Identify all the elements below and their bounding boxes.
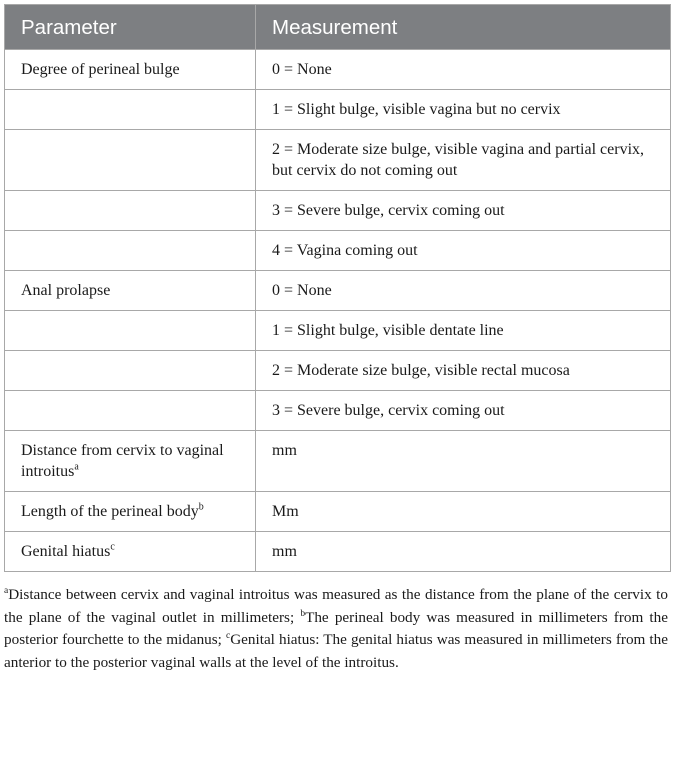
table-header	[5, 5, 671, 50]
table-row	[5, 391, 671, 431]
table-footnotes	[4, 584, 670, 674]
parameter-text: Anal prolapse	[21, 282, 111, 299]
parameter-cell	[5, 231, 256, 271]
parameter-text: Distance from cervix to vaginal introitus	[21, 442, 224, 480]
parameter-cell	[5, 532, 256, 572]
footnote-marker: b	[198, 501, 204, 513]
parameter-cell	[5, 271, 256, 311]
parameter-cell	[5, 391, 256, 431]
measurement-cell: 1 = Slight bulge, visible dentate line	[256, 311, 671, 351]
measurement-cell: 3 = Severe bulge, cervix coming out	[256, 391, 671, 431]
measurement-cell: 4 = Vagina coming out	[256, 231, 671, 271]
measurement-cell: 2 = Moderate size bulge, visible rectal mucosa	[256, 351, 671, 391]
footnote-c-mark: c	[225, 630, 231, 641]
footnote-a-text: Distance between cervix and vaginal introitus was measured as the distance from the plane of the cervix to the plane of the vaginal outlet in millimeters;	[4, 586, 668, 626]
measurement-cell: 0 = None	[256, 50, 671, 90]
footnote-marker: c	[110, 541, 115, 553]
measurement-cell: Mm	[256, 492, 671, 532]
parameter-cell	[5, 130, 256, 191]
header-measurement: Measurement	[256, 5, 671, 50]
table-row	[5, 50, 671, 90]
measurement-cell: mm	[256, 431, 671, 492]
parameter-cell	[5, 311, 256, 351]
table-row	[5, 130, 671, 191]
footnote-c-text: Genital hiatus: The genital hiatus was measured in millimeters from the anterior to the posterior vaginal walls at the level of the introitus.	[4, 631, 668, 671]
measurement-cell: 2 = Moderate size bulge, visible vagina and partial cervix, but cervix do not coming out	[256, 130, 671, 191]
table-row	[5, 532, 671, 572]
table-row	[5, 311, 671, 351]
parameter-text: Length of the perineal body	[21, 503, 199, 520]
measurement-table	[4, 4, 671, 572]
footnote-a-mark: a	[4, 585, 9, 596]
parameter-cell	[5, 191, 256, 231]
footnote-b-text: The perineal body was measured in millimeters from the posterior fourchette to the midanus;	[4, 608, 668, 648]
table-row	[5, 90, 671, 130]
measurement-cell: 3 = Severe bulge, cervix coming out	[256, 191, 671, 231]
parameter-cell	[5, 492, 256, 532]
table-row	[5, 191, 671, 231]
table-row	[5, 431, 671, 492]
parameter-cell	[5, 90, 256, 130]
footnote-b-mark: b	[300, 608, 306, 619]
header-parameter: Parameter	[5, 5, 256, 50]
parameter-cell	[5, 50, 256, 90]
table-container	[4, 0, 670, 674]
parameter-cell	[5, 431, 256, 492]
parameter-text: Degree of perineal bulge	[21, 61, 180, 78]
measurement-cell: 0 = None	[256, 271, 671, 311]
table-row	[5, 492, 671, 532]
table-body	[5, 50, 671, 572]
parameter-cell	[5, 351, 256, 391]
table-row	[5, 351, 671, 391]
table-row	[5, 231, 671, 271]
measurement-cell: 1 = Slight bulge, visible vagina but no cervix	[256, 90, 671, 130]
table-row	[5, 271, 671, 311]
parameter-text: Genital hiatus	[21, 543, 111, 560]
footnote-marker: a	[74, 461, 79, 473]
measurement-cell: mm	[256, 532, 671, 572]
